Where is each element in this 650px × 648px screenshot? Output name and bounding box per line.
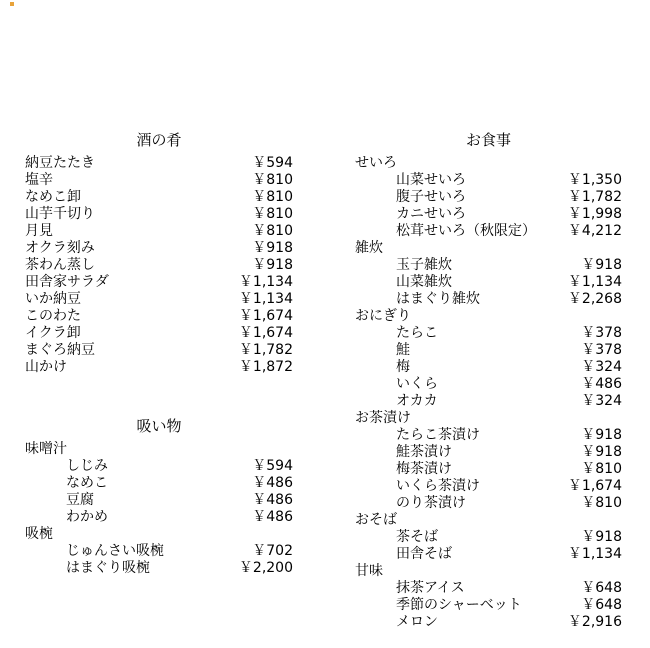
item-name: 松茸せいろ（秋限定） bbox=[396, 223, 536, 239]
item-price: ￥810 bbox=[581, 461, 622, 477]
menu-item bbox=[355, 172, 622, 189]
group-label: おそば bbox=[355, 512, 397, 528]
oshokuji-list bbox=[355, 155, 622, 631]
menu-item bbox=[355, 478, 622, 495]
menu-item bbox=[355, 359, 622, 376]
menu-item bbox=[25, 291, 293, 308]
item-price: ￥918 bbox=[581, 529, 622, 545]
menu-item bbox=[355, 597, 622, 614]
item-price: ￥1,134 bbox=[238, 274, 293, 290]
item-name: 季節のシャーベット bbox=[396, 597, 522, 613]
right-column bbox=[355, 130, 622, 631]
sake-no-sakana-list bbox=[25, 155, 293, 376]
menu-item bbox=[355, 444, 622, 461]
menu-item bbox=[355, 614, 622, 631]
item-price: ￥1,134 bbox=[567, 274, 622, 290]
menu-item bbox=[355, 274, 622, 291]
item-name: 田舎家サラダ bbox=[25, 274, 109, 290]
section-gap bbox=[25, 376, 293, 416]
item-price: ￥486 bbox=[252, 492, 293, 508]
item-name: オクラ刻み bbox=[25, 240, 95, 256]
item-name: 山芋千切り bbox=[25, 206, 95, 222]
item-name: 玉子雑炊 bbox=[396, 257, 452, 273]
item-price: ￥1,674 bbox=[238, 325, 293, 341]
item-price: ￥1,134 bbox=[238, 291, 293, 307]
item-name: たらこ bbox=[396, 325, 438, 341]
menu-item bbox=[25, 325, 293, 342]
item-price: ￥918 bbox=[581, 444, 622, 460]
item-name: 茶そば bbox=[396, 529, 438, 545]
menu-item bbox=[355, 189, 622, 206]
item-name: 塩辛 bbox=[25, 172, 53, 188]
item-price: ￥594 bbox=[252, 458, 293, 474]
suimono-list bbox=[25, 441, 293, 577]
item-name: 鮭 bbox=[396, 342, 410, 358]
group-label: お茶漬け bbox=[355, 410, 411, 426]
item-name: メロン bbox=[396, 614, 438, 630]
item-name: 山菜雑炊 bbox=[396, 274, 452, 290]
menu-item bbox=[355, 461, 622, 478]
item-name: このわた bbox=[25, 308, 81, 324]
menu-item bbox=[355, 495, 622, 512]
menu-item bbox=[355, 223, 622, 240]
item-price: ￥702 bbox=[252, 543, 293, 559]
item-name: いくら茶漬け bbox=[396, 478, 480, 494]
item-name: はまぐり吸椀 bbox=[66, 560, 150, 576]
menu-item bbox=[355, 257, 622, 274]
item-price: ￥1,782 bbox=[238, 342, 293, 358]
menu-item bbox=[355, 291, 622, 308]
item-price: ￥810 bbox=[252, 223, 293, 239]
item-name: オカカ bbox=[396, 393, 438, 409]
item-name: なめこ卸 bbox=[25, 189, 81, 205]
item-price: ￥918 bbox=[252, 240, 293, 256]
menu-item bbox=[25, 342, 293, 359]
menu-item bbox=[25, 155, 293, 172]
section-title-oshokuji: お食事 bbox=[465, 131, 511, 149]
item-price: ￥810 bbox=[581, 495, 622, 511]
item-price: ￥486 bbox=[252, 475, 293, 491]
item-price: ￥810 bbox=[252, 206, 293, 222]
item-price: ￥810 bbox=[252, 189, 293, 205]
item-name: のり茶漬け bbox=[396, 495, 466, 511]
item-name: いか納豆 bbox=[25, 291, 81, 307]
item-name: たらこ茶漬け bbox=[396, 427, 480, 443]
item-name: 山かけ bbox=[25, 359, 67, 375]
menu-item bbox=[25, 206, 293, 223]
item-price: ￥2,916 bbox=[567, 614, 622, 630]
item-price: ￥1,872 bbox=[238, 359, 293, 375]
item-price: ￥918 bbox=[581, 427, 622, 443]
item-name: 腹子せいろ bbox=[396, 189, 466, 205]
menu-item bbox=[355, 580, 622, 597]
item-price: ￥918 bbox=[581, 257, 622, 273]
item-price: ￥324 bbox=[581, 393, 622, 409]
item-price: ￥1,674 bbox=[567, 478, 622, 494]
item-name: なめこ bbox=[66, 475, 108, 491]
group-label: 雑炊 bbox=[355, 240, 383, 256]
item-name: 月見 bbox=[25, 223, 53, 239]
menu-item bbox=[25, 492, 293, 509]
item-name: イクラ卸 bbox=[25, 325, 81, 341]
menu-item bbox=[355, 529, 622, 546]
item-name: 抹茶アイス bbox=[396, 580, 465, 596]
menu-item bbox=[25, 189, 293, 206]
item-name: 梅 bbox=[396, 359, 410, 375]
menu-item bbox=[355, 546, 622, 563]
menu-item bbox=[25, 509, 293, 526]
menu-item bbox=[25, 257, 293, 274]
item-price: ￥378 bbox=[581, 342, 622, 358]
menu-item bbox=[355, 206, 622, 223]
menu-item bbox=[25, 458, 293, 475]
item-name: しじみ bbox=[66, 458, 108, 474]
item-name: 納豆たたき bbox=[25, 155, 95, 171]
item-price: ￥1,782 bbox=[567, 189, 622, 205]
item-price: ￥648 bbox=[581, 597, 622, 613]
group-label: せいろ bbox=[355, 155, 397, 171]
item-price: ￥648 bbox=[581, 580, 622, 596]
item-price: ￥1,674 bbox=[238, 308, 293, 324]
item-name: カニせいろ bbox=[396, 206, 466, 222]
menu-item bbox=[355, 376, 622, 393]
menu-item bbox=[25, 172, 293, 189]
item-price: ￥378 bbox=[581, 325, 622, 341]
item-name: まぐろ納豆 bbox=[25, 342, 95, 358]
section-title-suimono: 吸い物 bbox=[136, 417, 182, 435]
menu-item bbox=[25, 475, 293, 492]
item-price: ￥2,268 bbox=[567, 291, 622, 307]
menu-item bbox=[25, 543, 293, 560]
group-label: おにぎり bbox=[355, 308, 411, 324]
item-price: ￥486 bbox=[581, 376, 622, 392]
item-name: 梅茶漬け bbox=[396, 461, 452, 477]
menu-item bbox=[25, 308, 293, 325]
item-name: はまぐり雑炊 bbox=[396, 291, 480, 307]
item-price: ￥1,134 bbox=[567, 546, 622, 562]
item-name: 田舎そば bbox=[396, 546, 452, 562]
item-name: わかめ bbox=[66, 509, 108, 525]
menu-item bbox=[355, 325, 622, 342]
group-label: 甘味 bbox=[355, 563, 383, 579]
menu-item bbox=[25, 240, 293, 257]
item-name: 茶わん蒸し bbox=[25, 257, 95, 273]
menu-item bbox=[355, 393, 622, 410]
item-price: ￥918 bbox=[252, 257, 293, 273]
item-name: 鮭茶漬け bbox=[396, 444, 452, 460]
group-label: 吸椀 bbox=[25, 526, 53, 542]
item-price: ￥4,212 bbox=[567, 223, 622, 239]
menu-item bbox=[355, 427, 622, 444]
item-price: ￥486 bbox=[252, 509, 293, 525]
item-price: ￥1,350 bbox=[567, 172, 622, 188]
item-price: ￥810 bbox=[252, 172, 293, 188]
section-title-sake-no-sakana: 酒の肴 bbox=[136, 131, 182, 149]
item-name: 山菜せいろ bbox=[396, 172, 466, 188]
cell-selection-marker bbox=[10, 2, 14, 6]
menu-item bbox=[25, 274, 293, 291]
menu-item bbox=[25, 223, 293, 240]
left-column bbox=[25, 130, 293, 577]
item-price: ￥594 bbox=[252, 155, 293, 171]
item-name: 豆腐 bbox=[66, 492, 94, 508]
group-label: 味噌汁 bbox=[25, 441, 67, 457]
item-price: ￥2,200 bbox=[238, 560, 293, 576]
item-price: ￥324 bbox=[581, 359, 622, 375]
menu-item bbox=[25, 560, 293, 577]
menu-item bbox=[355, 342, 622, 359]
item-name: いくら bbox=[396, 376, 438, 392]
menu-item bbox=[25, 359, 293, 376]
item-price: ￥1,998 bbox=[567, 206, 622, 222]
item-name: じゅんさい吸椀 bbox=[66, 543, 164, 559]
